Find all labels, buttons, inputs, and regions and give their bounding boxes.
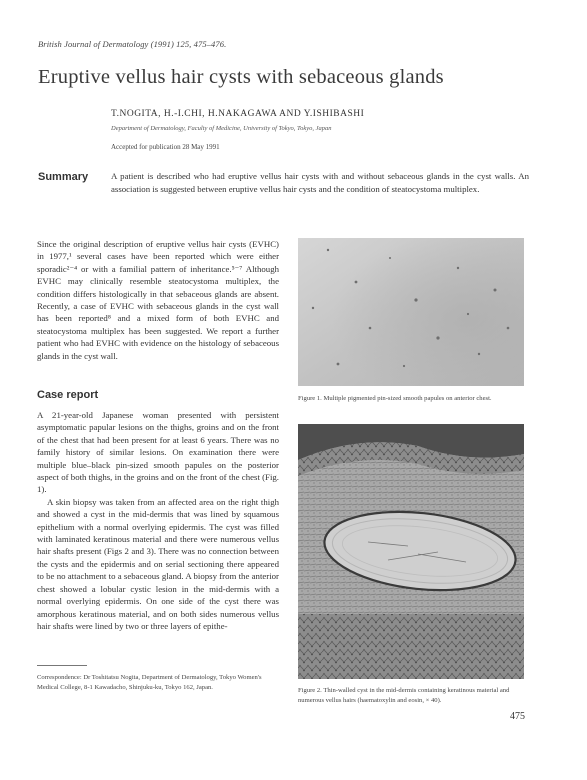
journal-citation: British Journal of Dermatology (1991) 125, 475–476. bbox=[38, 39, 227, 49]
figure-1-photo bbox=[298, 238, 524, 386]
correspondence-note: Correspondence: Dr Toshitatsu Nogita, Department of Dermatology, Tokyo Women's Medical College, 8-1 Kawadacho, Shinjuku-ku, Tokyo 162, Japan. bbox=[37, 674, 262, 691]
intro-paragraph bbox=[37, 238, 279, 362]
author-affiliation: Department of Dermatology, Faculty of Medicine, University of Tokyo, Tokyo, Japan bbox=[111, 125, 332, 132]
case-report-para-2: A skin biopsy was taken from an affected area on the right thigh and showed a cyst in the mid-dermis that was lined by squamous epithelium with a normal overlying epidermis. The cyst was filled with laminated keratinous material and there were numerous vellus hair shafts present (Figs 2 and 3). There was no connection between the cysts and the epidermis and on serial sectioning there appeared to be no attachment to a sebaceous gland. A biopsy from the anterior chest showed a lobular cystic lesion in the mid-dermis with a normal overlying epidermis. On one side of the cyst there was amorphous keratinous material, and on both sides numerous vellus hair shafts were lined by two or three layers of epithe- bbox=[37, 496, 279, 631]
case-report-para-1: A 21-year-old Japanese woman presented with persistent asymptomatic papular lesions on the thighs, groins and on the front of the chest that had been present for at least 6 years. There was no family history of similar lesions. On examination there were multiple blue–black pin-sized smooth papules on the posterior aspect of both thighs, in the groins and on the front of the chest (Fig. 1). bbox=[37, 410, 279, 495]
intro-text: Since the original description of eruptive vellus hair cysts (EVHC) in 1977,¹ several cases have been reported which were either sporadic²⁻⁴ or with a familial pattern of inheritance.⁵⁻⁷ Although EVHC may clinically resemble steatocystoma multiplex, the condition differs histologically in that sebaceous glands are absent. Recently, a case of EVHC with sebaceous glands in the cyst wall has been reported⁸ and a mixed form of both EVHC and steatocystoma multiplex has been suggested. We report a further patient who had EVHC with evidence on the histology of sebaceous glands in the cyst wall. bbox=[37, 239, 279, 361]
figure-1-image bbox=[298, 238, 524, 386]
figure-2-image bbox=[298, 424, 524, 679]
summary-heading: Summary bbox=[38, 171, 89, 183]
article-authors: T.NOGITA, H.-I.CHI, H.NAKAGAWA AND Y.ISHIBASHI bbox=[111, 109, 365, 119]
accepted-date: Accepted for publication 28 May 1991 bbox=[111, 143, 220, 151]
summary-text: A patient is described who had eruptive vellus hair cysts with and without sebaceous glands in the cyst walls. An association is suggested between eruptive vellus hair cysts and the condition of steatocystoma multiplex. bbox=[111, 171, 529, 194]
article-title: Eruptive vellus hair cysts with sebaceous glands bbox=[38, 66, 444, 88]
case-report-heading: Case report bbox=[37, 389, 99, 401]
figure-1-caption: Figure 1. Multiple pigmented pin-sized smooth papules on anterior chest. bbox=[298, 395, 492, 402]
case-report-body bbox=[37, 409, 279, 632]
figure-2-caption: Figure 2. Thin-walled cyst in the mid-dermis containing keratinous material and numerous vellus hairs (haematoxylin and eosin, × 40). bbox=[298, 687, 510, 704]
page-number: 475 bbox=[510, 711, 525, 722]
footnote-divider bbox=[37, 665, 87, 666]
figure-2-micrograph bbox=[298, 424, 524, 679]
